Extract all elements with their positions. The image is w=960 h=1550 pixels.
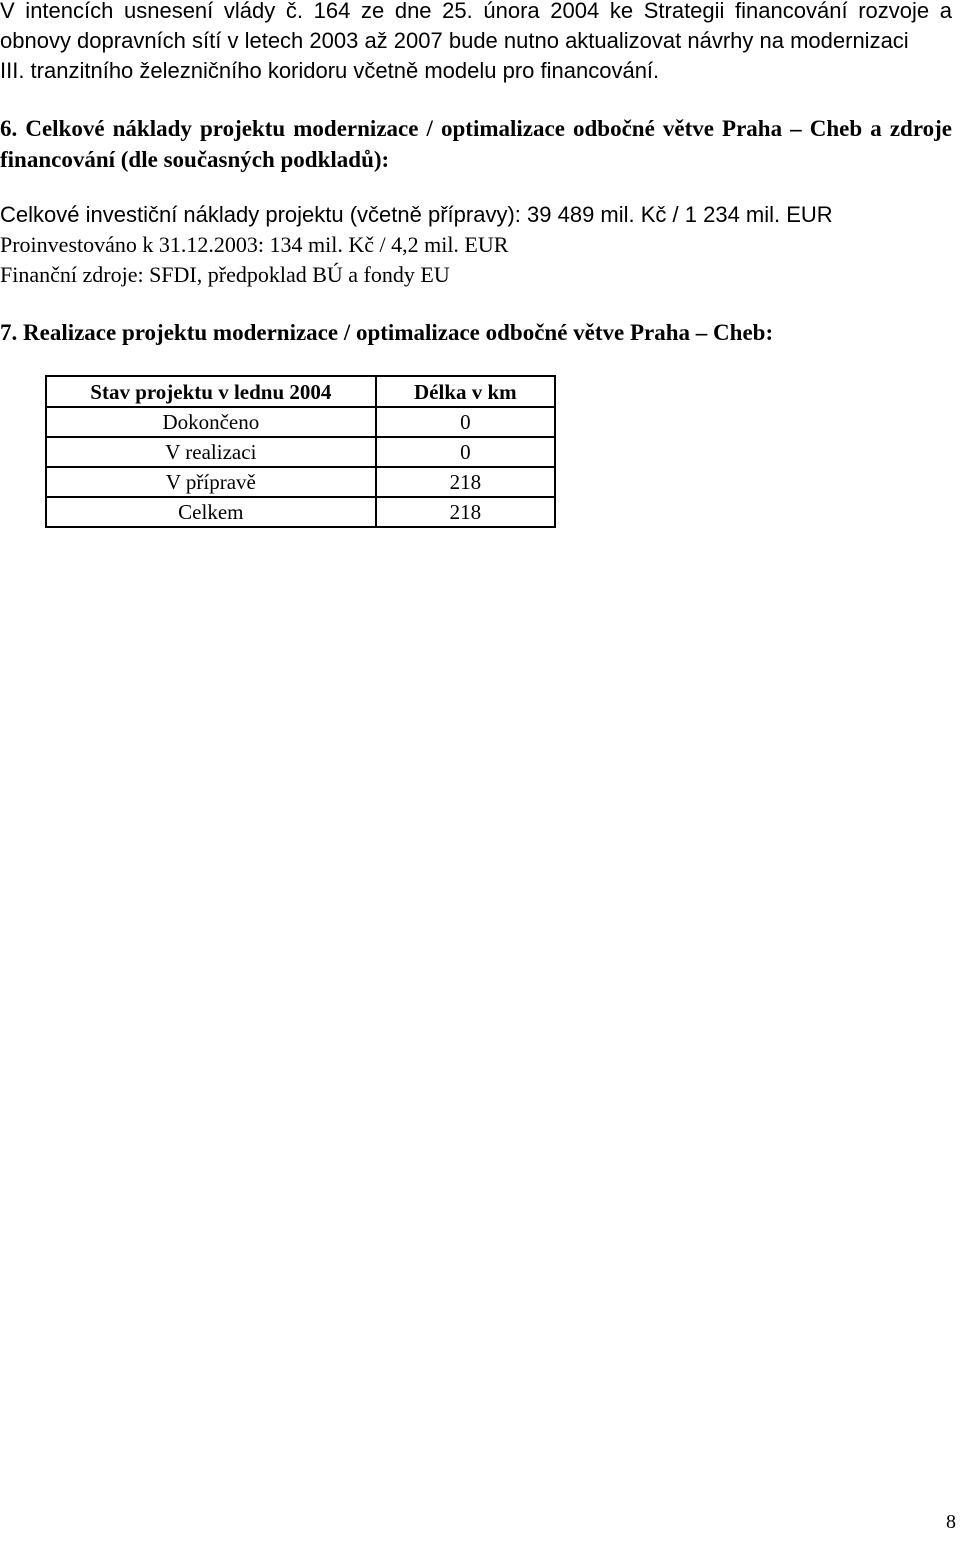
table-header-row bbox=[46, 376, 555, 407]
table-cell-status: Dokončeno bbox=[46, 407, 376, 437]
column-header-length: Délka v km bbox=[376, 376, 555, 407]
section-7-heading: 7. Realizace projektu modernizace / optimalizace odbočné větve Praha – Cheb: bbox=[0, 320, 774, 345]
page-number: 8 bbox=[946, 1511, 956, 1533]
column-header-status: Stav projektu v lednu 2004 bbox=[46, 376, 376, 407]
table-cell-length: 0 bbox=[376, 407, 555, 437]
table-row bbox=[46, 497, 555, 527]
table-cell-status: Celkem bbox=[46, 497, 376, 527]
table-cell-length: 0 bbox=[376, 437, 555, 467]
intro-text: V intencích usnesení vlády č. 164 ze dne 25. února 2004 ke Strategii financování rozvoje a obnovy dopravních sítí v letech 2003 až 2007 bude nutno aktualizovat návrhy na modernizaci bbox=[0, 0, 952, 53]
section-6-heading: 6. Celkové náklady projektu modernizace / optimalizace odbočné větve Praha – Cheb a zdroje financování (dle současných podkladů): bbox=[0, 116, 952, 172]
table-cell-length: 218 bbox=[376, 467, 555, 497]
table-cell-length: 218 bbox=[376, 497, 555, 527]
table-cell-status: V přípravě bbox=[46, 467, 376, 497]
invested-to-date-line: Proinvestováno k 31.12.2003: 134 mil. Kč / 4,2 mil. EUR bbox=[0, 232, 509, 257]
investment-costs-line: Celkové investiční náklady projektu (včetně přípravy): 39 489 mil. Kč / 1 234 mil. EUR bbox=[0, 202, 833, 227]
table-row bbox=[46, 407, 555, 437]
table-row bbox=[46, 437, 555, 467]
table-cell-status: V realizaci bbox=[46, 437, 376, 467]
intro-paragraph bbox=[0, 0, 952, 86]
intro-last-line: III. tranzitního železničního koridoru včetně modelu pro financování. bbox=[0, 58, 660, 83]
financial-sources-line: Finanční zdroje: SFDI, předpoklad BÚ a fondy EU bbox=[0, 262, 450, 287]
project-status-table bbox=[45, 375, 556, 528]
table-row bbox=[46, 467, 555, 497]
